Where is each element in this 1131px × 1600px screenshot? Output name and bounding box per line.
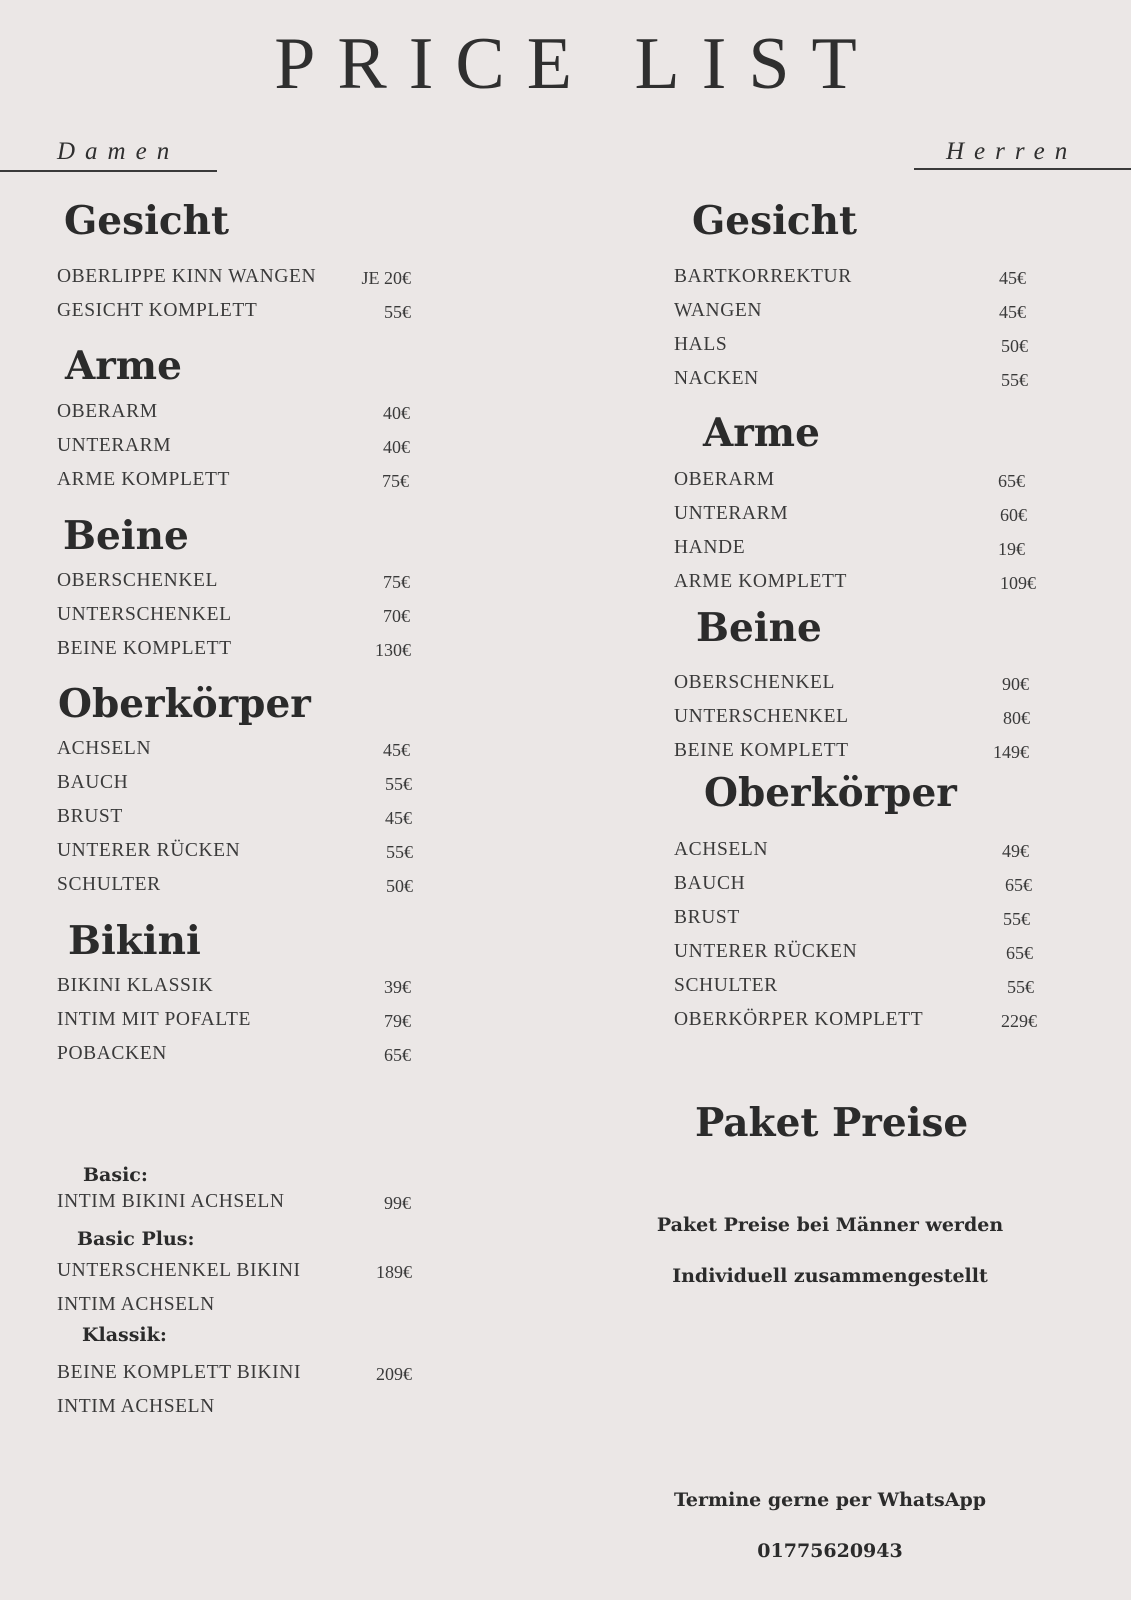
list-item: OBERKÖRPER KOMPLETT (674, 1009, 924, 1030)
price: 55€ (1003, 909, 1030, 929)
list-item: UNTERSCHENKEL (674, 706, 849, 727)
price: 70€ (383, 606, 410, 626)
herren-heading-arme: Arme (703, 410, 820, 456)
list-item: ARME KOMPLETT (674, 571, 848, 592)
price: 65€ (384, 1045, 411, 1065)
list-item: ACHSELN (57, 738, 152, 759)
price: 45€ (383, 740, 410, 760)
price: 99€ (384, 1193, 411, 1213)
damen-heading-arme: Arme (65, 343, 182, 389)
price: 209€ (376, 1364, 412, 1384)
list-item: OBERARM (57, 401, 158, 422)
price: 149€ (993, 742, 1029, 762)
price: 55€ (385, 774, 412, 794)
list-item: BAUCH (57, 772, 129, 793)
list-item: BARTKORREKTUR (674, 266, 852, 287)
price: 55€ (1007, 977, 1034, 997)
list-item: ACHSELN (674, 839, 769, 860)
price: 75€ (382, 471, 409, 491)
list-item: OBERARM (674, 469, 775, 490)
price: 49€ (1002, 841, 1029, 861)
herren-heading-paket-preise: Paket Preise (695, 1100, 969, 1146)
price: 40€ (383, 403, 410, 423)
price: 50€ (386, 876, 413, 896)
list-item: ARME KOMPLETT (57, 469, 231, 490)
price: 90€ (1002, 674, 1029, 694)
list-item: SCHULTER (57, 874, 161, 895)
list-item: OBERLIPPE KINN WANGEN (57, 266, 317, 287)
price: 130€ (375, 640, 411, 660)
price: 65€ (998, 471, 1025, 491)
list-item: BRUST (57, 806, 123, 827)
damen-heading-beine: Beine (63, 513, 189, 559)
list-item: UNTERSCHENKEL (57, 604, 232, 625)
herren-heading-gesicht: Gesicht (692, 198, 858, 244)
list-item: NACKEN (674, 368, 759, 389)
list-item: BIKINI KLASSIK (57, 975, 214, 996)
damen-underline (0, 170, 217, 172)
price: 19€ (998, 539, 1025, 559)
price: 109€ (1000, 573, 1036, 593)
list-item: BRUST (674, 907, 740, 928)
list-item: UNTERARM (57, 435, 172, 456)
package-line: BEINE KOMPLETT BIKINI (57, 1362, 302, 1383)
price: 80€ (1003, 708, 1030, 728)
price: 55€ (1001, 370, 1028, 390)
price: 189€ (376, 1262, 412, 1282)
list-item: UNTERER RÜCKEN (57, 840, 241, 861)
price: JE 20€ (361, 268, 411, 288)
contact-line: Termine gerne per WhatsApp (673, 1489, 987, 1511)
page-title: PRICE LIST (274, 23, 879, 105)
price: 55€ (386, 842, 413, 862)
package-label-klassik: Klassik: (82, 1324, 167, 1346)
list-item: POBACKEN (57, 1043, 167, 1064)
list-item: BAUCH (674, 873, 746, 894)
list-item: BEINE KOMPLETT (57, 638, 232, 659)
price: 40€ (383, 437, 410, 457)
price: 75€ (383, 572, 410, 592)
list-item: WANGEN (674, 300, 763, 321)
damen-heading-oberkoerper: Oberkörper (58, 681, 311, 727)
price: 39€ (384, 977, 411, 997)
list-item: SCHULTER (674, 975, 778, 996)
herren-heading-oberkoerper: Oberkörper (704, 770, 957, 816)
damen-heading-bikini: Bikini (68, 918, 201, 964)
herren-label: Herren (946, 138, 1078, 165)
list-item: OBERSCHENKEL (674, 672, 836, 693)
list-item: UNTERER RÜCKEN (674, 941, 858, 962)
list-item: INTIM MIT POFALTE (57, 1009, 252, 1030)
price: 45€ (999, 302, 1026, 322)
package-line: INTIM ACHSELN (57, 1294, 215, 1315)
herren-underline (914, 168, 1131, 170)
package-line: INTIM ACHSELN (57, 1396, 215, 1417)
price: 79€ (384, 1011, 411, 1031)
list-item: BEINE KOMPLETT (674, 740, 849, 761)
price: 55€ (384, 302, 411, 322)
price: 229€ (1001, 1011, 1037, 1031)
list-item: GESICHT KOMPLETT (57, 300, 258, 321)
list-item: HANDE (674, 537, 746, 558)
package-label-basic-plus: Basic Plus: (77, 1228, 195, 1250)
herren-heading-beine: Beine (696, 605, 822, 651)
price: 65€ (1006, 943, 1033, 963)
damen-heading-gesicht: Gesicht (64, 198, 230, 244)
package-line: INTIM BIKINI ACHSELN (57, 1191, 285, 1212)
paket-note-line2: Individuell zusammengestellt (672, 1265, 988, 1287)
price: 45€ (385, 808, 412, 828)
list-item: HALS (674, 334, 728, 355)
price: 50€ (1001, 336, 1028, 356)
package-line: UNTERSCHENKEL BIKINI (57, 1260, 301, 1281)
paket-note-line1: Paket Preise bei Männer werden (656, 1214, 1004, 1236)
list-item: UNTERARM (674, 503, 789, 524)
package-label-basic: Basic: (83, 1164, 148, 1186)
price: 45€ (999, 268, 1026, 288)
price: 65€ (1005, 875, 1032, 895)
list-item: OBERSCHENKEL (57, 570, 219, 591)
price: 60€ (1000, 505, 1027, 525)
damen-label: Damen (57, 138, 180, 165)
phone-number: 01775620943 (757, 1540, 903, 1562)
